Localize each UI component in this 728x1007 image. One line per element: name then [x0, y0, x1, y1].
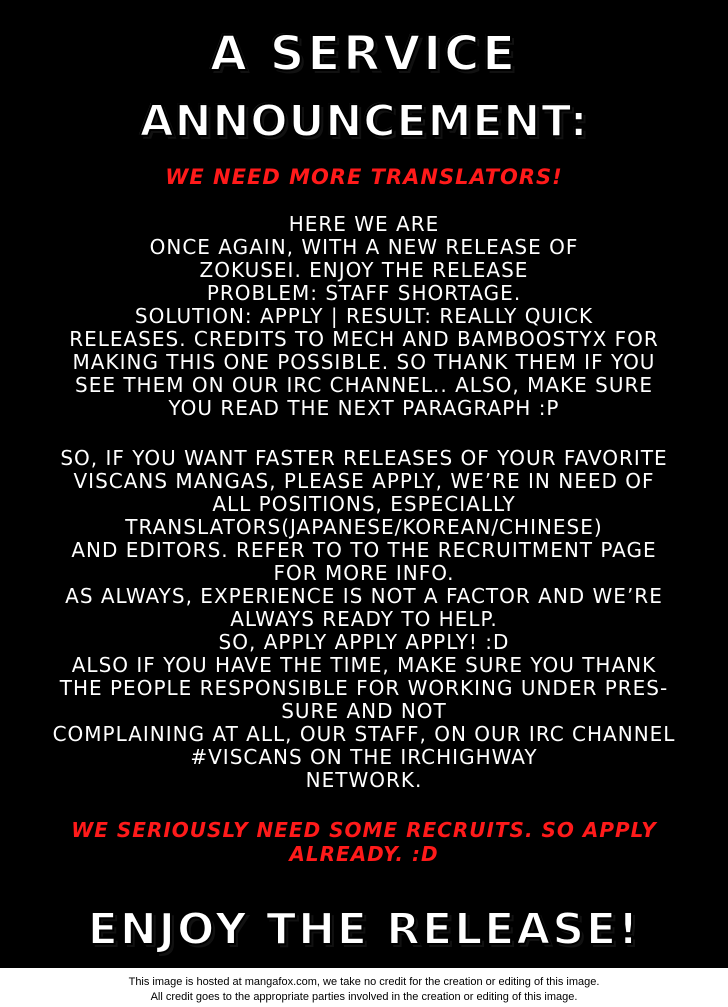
text-line: ALWAYS READY TO HELP. — [230, 607, 498, 631]
text-line: ALSO IF YOU HAVE THE TIME, MAKE SURE YOU THANK — [71, 653, 657, 677]
enjoy-release-title: ENJOY THE RELEASE! — [87, 904, 641, 955]
text-line: TRANSLATORS(JAPANESE/KOREAN/CHINESE) — [125, 515, 603, 539]
text-line: RELEASES. CREDITS TO MECH AND BAMBOOSTYX FOR — [69, 327, 659, 351]
text-line: SOLUTION: APPLY | RESULT: REALLY QUICK — [134, 304, 594, 328]
text-line: AS ALWAYS, EXPERIENCE IS NOT A FACTOR AND WE’RE — [65, 584, 663, 608]
text-line: YOU READ THE NEXT PARAGRAPH :P — [168, 396, 560, 420]
note-line: WE SERIOUSLY NEED SOME RECRUITS. SO APPLY — [71, 818, 657, 842]
text-line: SURE AND NOT — [281, 699, 447, 723]
text-line: THE PEOPLE RESPONSIBLE FOR WORKING UNDER PRES- — [59, 676, 669, 700]
text-line: #VISCANS ON THE IRCHIGHWAY — [190, 745, 538, 769]
text-line: VISCANS MANGAS, PLEASE APPLY, WE’RE IN NEED OF — [73, 469, 655, 493]
text-line: AND EDITORS. REFER TO TO THE RECRUITMENT PAGE — [71, 538, 657, 562]
recruitment-paragraph — [20, 447, 708, 792]
hosting-credit-line-2: All credit goes to the appropriate parties involved in the creation or editing of this image. — [150, 991, 578, 1003]
title-line-2: ANNOUNCEMENT: — [139, 96, 589, 147]
text-line: NETWORK. — [305, 768, 423, 792]
text-line: ONCE AGAIN, WITH A NEW RELEASE OF — [149, 235, 579, 259]
text-line: PROBLEM: STAFF SHORTAGE. — [206, 281, 522, 305]
translators-subhead: WE NEED MORE TRANSLATORS! — [165, 165, 563, 189]
text-line: HERE WE ARE — [288, 212, 440, 236]
text-line: FOR MORE INFO. — [273, 561, 455, 585]
note-line: ALREADY. :D — [289, 842, 439, 866]
text-line: COMPLAINING AT ALL, OUR STAFF, ON OUR IRC CHANNEL — [52, 722, 676, 746]
release-paragraph — [20, 213, 708, 420]
text-line: ZOKUSEI. ENJOY THE RELEASE — [199, 258, 529, 282]
text-line: MAKING THIS ONE POSSIBLE. SO THANK THEM IF YOU — [72, 350, 656, 374]
recruits-note — [0, 818, 728, 866]
text-line: SO, IF YOU WANT FASTER RELEASES OF YOUR FAVORITE — [60, 446, 668, 470]
text-line: SO, APPLY APPLY APPLY! :D — [218, 630, 510, 654]
text-line: ALL POSITIONS, ESPECIALLY — [212, 492, 516, 516]
title-line-1: A SERVICE — [209, 26, 519, 82]
hosting-credit-line-1: This image is hosted at mangafox.com, we take no credit for the creation or editing of this image. — [128, 976, 600, 988]
text-line: SEE THEM ON OUR IRC CHANNEL.. ALSO, MAKE SURE — [75, 373, 653, 397]
